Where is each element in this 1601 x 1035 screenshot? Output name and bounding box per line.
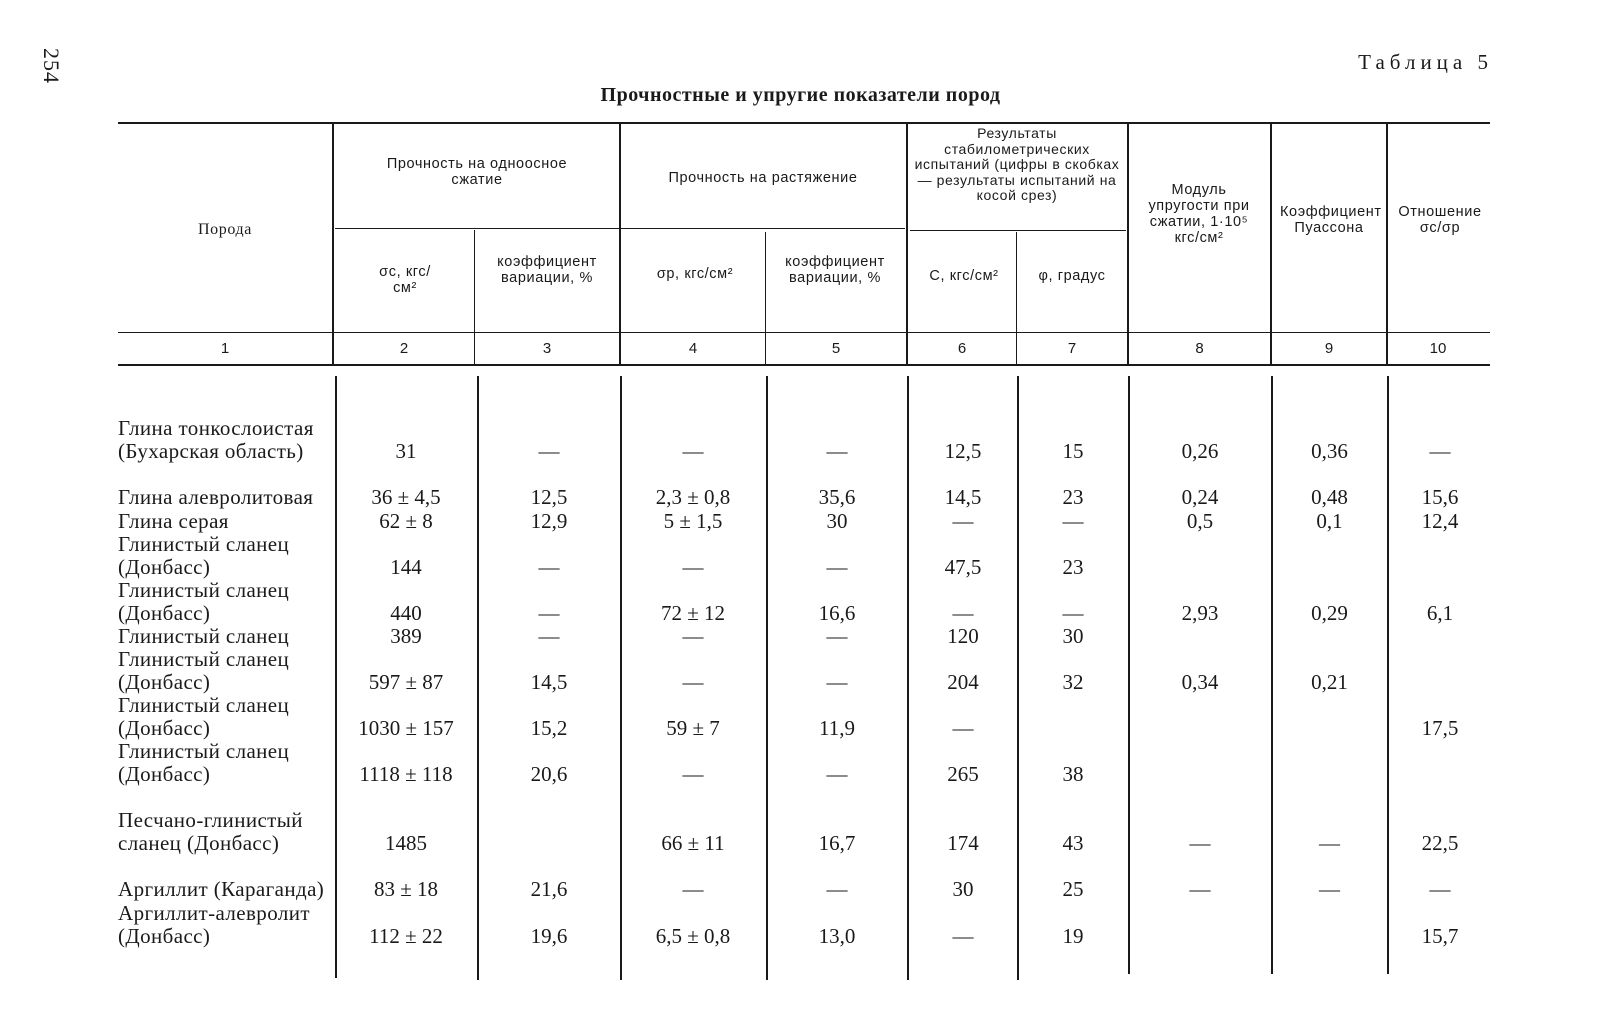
cell-c5: 13,0 [818, 923, 856, 948]
cell-c4: 59 ± 7 [666, 715, 720, 740]
cell-c4: 5 ± 1,5 [663, 508, 723, 533]
cell-c7: 32 [1062, 669, 1084, 694]
cell-c6: 174 [947, 830, 979, 855]
cell-c7: 43 [1062, 830, 1084, 855]
header-stab-group: Результаты стабилометрических испытаний (цифры в скобках — результаты испытаний на косой срез) [914, 125, 1120, 203]
cell-c8: — [1189, 876, 1211, 901]
cell-c4: — [682, 761, 704, 786]
rock-name: Глинистый сланец (Донбасс) [118, 693, 290, 740]
cell-c7: 19 [1062, 923, 1084, 948]
cell-c2: 389 [390, 623, 422, 648]
cell-c3: 21,6 [530, 876, 568, 901]
rock-name: Глинистый сланец (Донбасс) [118, 647, 290, 694]
header-sigma-p: σр, кгс/см² [656, 266, 734, 282]
rock-name: Глинистый сланец (Донбасс) [118, 532, 290, 579]
cell-c7: 23 [1062, 554, 1084, 579]
cell-c9: — [1319, 830, 1340, 855]
cell-c2: 1030 ± 157 [358, 715, 454, 740]
cell-c3: — [538, 600, 560, 625]
column-number: 4 [688, 340, 698, 357]
header-compression-group: Прочность на одноосное сжатие [386, 156, 568, 188]
cell-c4: — [682, 438, 704, 463]
header-rock: Порода [198, 221, 252, 238]
header-phi: φ, градус [1038, 268, 1106, 284]
cell-c3: — [538, 623, 560, 648]
cell-c6: 47,5 [944, 554, 982, 579]
cell-c5: — [826, 623, 848, 648]
cell-c4: 66 ± 11 [661, 830, 725, 855]
cell-c7: 38 [1062, 761, 1084, 786]
cell-c10: 12,4 [1421, 508, 1459, 533]
cell-c7: 30 [1062, 623, 1084, 648]
cell-c10: 15,6 [1421, 484, 1459, 509]
cell-c8: 0,26 [1181, 438, 1219, 463]
header-tension-group: Прочность на растяжение [668, 170, 858, 186]
cell-c7: 23 [1062, 484, 1084, 509]
column-number: 1 [220, 340, 230, 357]
cell-c5: — [826, 669, 848, 694]
column-number: 3 [542, 340, 552, 357]
cell-c5: 35,6 [818, 484, 856, 509]
header-variation-p: коэффициент вариации, % [785, 254, 885, 286]
rock-name: Глина серая [118, 508, 229, 533]
cell-c3: — [538, 554, 560, 579]
cell-c6: — [952, 508, 974, 533]
header-sigma-c: σc, кгс/см² [379, 264, 431, 296]
column-number: 9 [1324, 340, 1334, 357]
cell-c7: 15 [1062, 438, 1084, 463]
cell-c5: — [826, 876, 848, 901]
cell-c2: 83 ± 18 [373, 876, 439, 901]
cell-c5: 16,7 [818, 830, 856, 855]
column-number: 8 [1195, 340, 1204, 357]
cell-c10: — [1429, 876, 1451, 901]
cell-c5: — [826, 438, 848, 463]
cell-c4: — [682, 669, 704, 694]
cell-c9: 0,29 [1311, 600, 1348, 625]
page-number: 254 [39, 48, 64, 84]
cell-c2: 144 [390, 554, 422, 579]
cell-c7: 25 [1062, 876, 1084, 901]
table-label: Таблица 5 [1358, 50, 1493, 74]
column-number: 6 [957, 340, 967, 357]
cell-c3: 20,6 [530, 761, 568, 786]
cell-c4: — [682, 623, 704, 648]
cell-c3: 12,5 [530, 484, 568, 509]
cell-c4: 72 ± 12 [660, 600, 726, 625]
cell-c6: 204 [947, 669, 979, 694]
cell-c4: — [682, 554, 704, 579]
cell-c2: 1118 ± 118 [359, 761, 453, 786]
cell-c4: 2,3 ± 0,8 [655, 484, 731, 509]
cell-c2: 62 ± 8 [379, 508, 433, 533]
cell-c10: 15,7 [1421, 923, 1459, 948]
header-variation-c: коэффициент вариации, % [497, 254, 597, 286]
cell-c7: — [1062, 508, 1084, 533]
cell-c6: — [952, 923, 974, 948]
column-number: 2 [399, 340, 409, 357]
cell-c6: 12,5 [944, 438, 982, 463]
rock-name: Глина тонкослоистая (Бухарская область) [118, 416, 314, 463]
cell-c7: — [1062, 600, 1084, 625]
column-number: 10 [1429, 340, 1447, 357]
cell-c9: 0,1 [1316, 508, 1343, 533]
cell-c8: 0,34 [1181, 669, 1219, 694]
cell-c9: — [1319, 876, 1340, 901]
cell-c5: 16,6 [818, 600, 856, 625]
cell-c10: — [1429, 438, 1451, 463]
header-modulus: Модуль упругости при сжатии, 1·10⁵ кгс/см² [1148, 182, 1250, 246]
header-cohesion: C, кгс/см² [929, 268, 999, 284]
cell-c3: — [538, 438, 560, 463]
cell-c6: 14,5 [944, 484, 982, 509]
cell-c3: 19,6 [530, 923, 568, 948]
rock-name: Аргиллит (Караганда) [118, 876, 325, 901]
cell-c2: 112 ± 22 [369, 923, 443, 948]
cell-c5: — [826, 761, 848, 786]
cell-c10: 6,1 [1426, 600, 1454, 625]
cell-c5: — [826, 554, 848, 579]
cell-c3: 14,5 [530, 669, 568, 694]
cell-c8: — [1189, 830, 1211, 855]
rock-name: Глинистый сланец (Донбасс) [118, 578, 290, 625]
column-number: 7 [1067, 340, 1077, 357]
table-title: Прочностные и упругие показатели пород [600, 84, 1001, 106]
cell-c6: 30 [952, 876, 974, 901]
header-poisson: Коэффициент Пуассона [1280, 204, 1382, 236]
cell-c2: 1485 [385, 830, 427, 855]
cell-c9: 0,48 [1311, 484, 1348, 509]
cell-c4: — [682, 876, 704, 901]
cell-c6: 265 [947, 761, 979, 786]
cell-c3: 12,9 [530, 508, 568, 533]
cell-c6: — [952, 715, 974, 740]
cell-c8: 0,5 [1186, 508, 1214, 533]
cell-c2: 440 [390, 600, 422, 625]
cell-c5: 30 [826, 508, 848, 533]
cell-c9: 0,36 [1311, 438, 1348, 463]
cell-c8: 0,24 [1181, 484, 1219, 509]
rock-name: Песчано-глинистый сланец (Донбасс) [118, 808, 303, 855]
cell-c10: 17,5 [1421, 715, 1459, 740]
rock-name: Глинистый сланец [118, 623, 290, 648]
cell-c5: 11,9 [819, 715, 855, 740]
rock-name: Аргиллит-алевролит (Донбасс) [118, 901, 310, 948]
cell-c6: — [952, 600, 974, 625]
column-number: 5 [831, 340, 841, 357]
cell-c6: 120 [947, 623, 979, 648]
rock-name: Глина алевролитовая [118, 484, 314, 509]
cell-c8: 2,93 [1181, 600, 1219, 625]
cell-c4: 6,5 ± 0,8 [655, 923, 731, 948]
cell-c2: 31 [395, 438, 417, 463]
cell-c2: 36 ± 4,5 [371, 484, 441, 509]
header-ratio: Отношение σc/σр [1398, 204, 1482, 236]
rock-name: Глинистый сланец (Донбасс) [118, 739, 290, 786]
cell-c3: 15,2 [530, 715, 568, 740]
cell-c10: 22,5 [1421, 830, 1459, 855]
cell-c9: 0,21 [1311, 669, 1348, 694]
cell-c2: 597 ± 87 [368, 669, 444, 694]
